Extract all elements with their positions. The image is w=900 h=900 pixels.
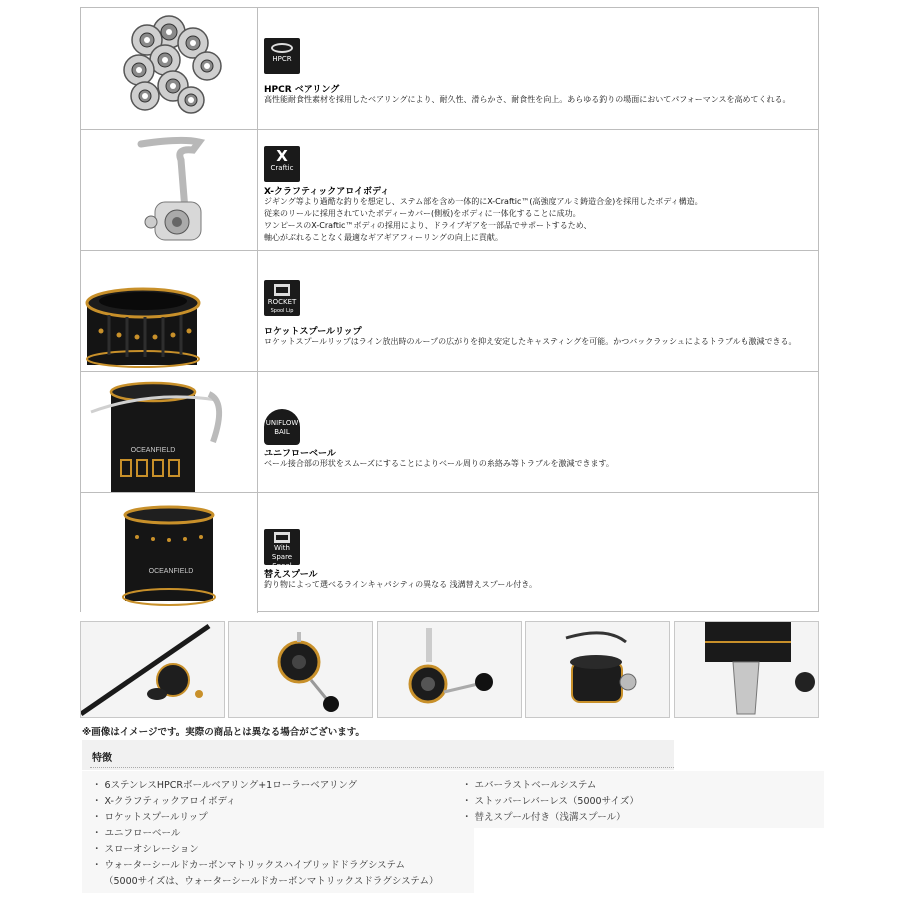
thumbnail-reel-on-rod[interactable] [80, 621, 225, 718]
hpcr-badge-icon [264, 38, 300, 74]
bail-image [81, 372, 258, 492]
feature-title: 替えスプール [264, 570, 318, 580]
spec-heading: 特徴 [92, 753, 112, 764]
image-disclaimer: ※画像はイメージです。実際の商品とは異なる場合がございます。 [82, 727, 365, 738]
spec-item: ・ 替えスプール付き（浅溝スプール） [462, 812, 626, 823]
badge-label: Craftic [270, 164, 294, 172]
feature-desc-line: ベール接合部の形状をスムーズにすることによりベール周りの糸絡み等トラブルを激減できます。 [264, 459, 614, 468]
badge-label: HPCR [272, 55, 292, 63]
feature-desc-line: ワンピースのX-Craftic™ボディの採用により、ドライブギアを一部品でサポートするため、 [264, 221, 592, 230]
spare-spool-badge-icon [264, 529, 300, 570]
feature-title: ロケットスプールリップ [264, 327, 362, 337]
feature-row-xcraftic [81, 129, 818, 250]
spec-divider [90, 767, 674, 768]
badge-label: With [274, 544, 290, 552]
feature-desc-line: ロケットスプールリップはライン放出時のループの広がりを抑え安定したキャスティングを可能。かつバックラッシュによるトラブルも激減できる。 [264, 337, 797, 346]
feature-desc-line: 軸心がぶれることなく最適なギアギアフィーリングの向上に貢献。 [264, 233, 503, 242]
feature-row-hpcr [81, 8, 818, 129]
badge-label: ROCKET [267, 298, 297, 306]
feature-row-spare-spool [81, 492, 818, 613]
spec-item: ・ ウォーターシールドカーボンマトリックスハイブリッドドラグシステム [92, 860, 406, 871]
rocket-spool-badge-icon [264, 280, 300, 316]
spool-marking-text: OCEANFIELD [130, 447, 176, 454]
uniflow-bail-badge-icon [264, 409, 300, 445]
badge-sublabel: BAIL [274, 428, 290, 436]
thumbnail-reel-angle-view[interactable] [525, 621, 670, 718]
spool-marking-text: OCEANFIELD [148, 568, 194, 575]
badge-label: UNIFLOW [265, 419, 299, 427]
spec-item: ・ ユニフローベール [92, 828, 181, 839]
thumbnail-reel-side-view[interactable] [228, 621, 373, 718]
feature-title: HPCR ベアリング [264, 85, 340, 95]
feature-desc-line: 従来のリールに採用されていたボディーカバー(側板)をボディに一体化することに成功。 [264, 209, 581, 218]
feature-desc-line: 釣り物によって選べるラインキャパシティの異なる 浅溝替えスプール付き。 [264, 580, 537, 589]
badge-sublabel: Spare Spool [271, 553, 293, 570]
xcraftic-badge-icon [264, 146, 300, 182]
spec-item: ・ X-クラフティックアロイボディ [92, 796, 236, 807]
feature-title: X-クラフティックアロイボディ [264, 187, 390, 197]
badge-sublabel: Spool Lip [270, 308, 294, 314]
spec-item: ・ ストッパーレバーレス（5000サイズ） [462, 796, 639, 807]
spec-item: ・ 6ステンレスHPCRボールベアリング+1ローラーベアリング [92, 780, 358, 791]
spec-item: ・ スローオシレーション [92, 844, 199, 855]
spec-header-background [82, 740, 674, 770]
feature-row-uniflow-bail [81, 371, 818, 492]
thumbnail-strip [80, 621, 820, 719]
spare-spool-image [81, 493, 258, 613]
spec-item-note: （5000サイズは、ウォーターシールドカーボンマトリックスドラグシステム） [104, 876, 439, 887]
feature-table [80, 7, 819, 612]
feature-title: ユニフローベール [264, 449, 336, 459]
feature-desc-line: ジギング等より過酷な釣りを想定し、ステム部を含め一体的にX-Craftic™(高強度アルミ鋳造合金)を採用したボディ構造。 [264, 197, 703, 206]
badge-mark: X [276, 147, 288, 165]
bearings-image [81, 8, 258, 129]
spec-item: ・ ロケットスプールリップ [92, 812, 208, 823]
reel-body-image [81, 130, 258, 250]
feature-desc-line: 高性能耐食性素材を採用したベアリングにより、耐久性、滑らかさ、耐食性を向上。あらゆる釣りの場面においてパフォーマンスを高めてくれる。 [264, 95, 791, 104]
thumbnail-reel-front-view[interactable] [377, 621, 522, 718]
spec-item: ・ エバーラストベールシステム [462, 780, 597, 791]
thumbnail-reel-closeup[interactable] [674, 621, 819, 718]
spool-lip-image [81, 251, 258, 371]
feature-row-rocket-spool [81, 250, 818, 371]
